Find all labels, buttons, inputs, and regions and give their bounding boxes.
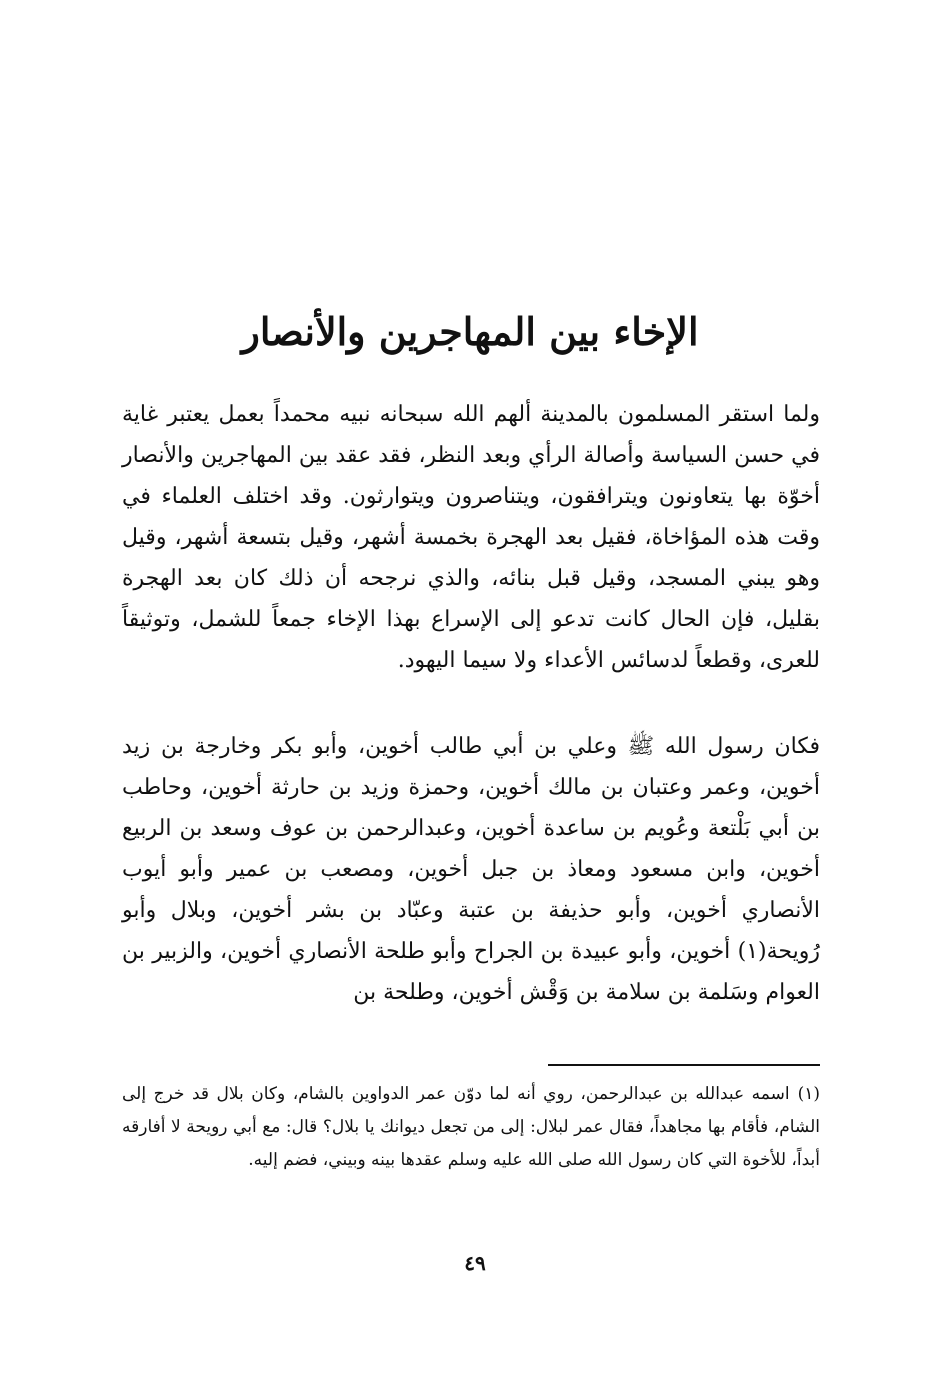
footnote-text: اسمه عبدالله بن عبدالرحمن، روي أنه لما دوّن عمر الدواوين بالشام، وكان بلال قد خرج إلى الشام، فأقام بها مجاهداً، فقال عمر لبلال: إلى من تجعل ديوانك يا بلال؟ قال: مع أبي رويحة لا أفارقه أبداً، للأخوة التي كان رسول الله صلى الله عليه وسلم عقدها بينه وبيني، فضم إليه.: [122, 1084, 820, 1170]
paragraph-brotherhood-pairs: فكان رسول الله ﷺ وعلي بن أبي طالب أخوين، وأبو بكر وخارجة بن زيد أخوين، وعمر وعتبان بن مالك أخوين، وحمزة وزيد بن حارثة أخوين، وحاطب بن أبي بَلْتعة وعُويم بن ساعدة أخوين، وعبدالرحمن بن عوف وسعد بن الربيع أخوين، وابن مسعود ومعاذ بن جبل أخوين، ومصعب بن عمير وأبو أيوب الأنصاري أخوين، وأبو حذيفة بن عتبة وعبّاد بن بشر أخوين، وبلال وأبو رُويحة(١) أخوين، وأبو عبيدة بن الجراح وأبو طلحة الأنصاري أخوين، والزبير بن العوام وسَلمة بن سلامة بن وَقْش أخوين، وطلحة بن: [122, 734, 820, 1005]
footnote-marker: (١): [797, 1084, 820, 1104]
paragraph-intro: ولما استقر المسلمون بالمدينة ألهم الله سبحانه نبيه محمداً بعمل يعتبر غاية في حسن السياسة وأصالة الرأي وبعد النظر، فقد عقد بين المهاجرين والأنصار أخوّة بها يتعاونون ويترافقون، ويتناصرون ويتوارثون. وقد اختلف العلماء في وقت هذه المؤاخاة، فقيل بعد الهجرة بخمسة أشهر، وقيل بتسعة أشهر، وقيل وهو يبني المسجد، وقيل قبل بنائه، والذي نرجحه أن ذلك كان بعد الهجرة بقليل، فإن الحال كانت تدعو إلى الإسراع بهذا الإخاء جمعاً للشمل، وتوثيقاً للعرى، وقطعاً لدسائس الأعداء ولا سيما اليهود.: [122, 402, 820, 673]
footnote-divider: [548, 1064, 820, 1066]
page-number: ٤٩: [464, 1251, 486, 1275]
footnote: [122, 1078, 820, 1177]
page-title: الإخاء بين المهاجرين والأنصار: [241, 309, 699, 354]
